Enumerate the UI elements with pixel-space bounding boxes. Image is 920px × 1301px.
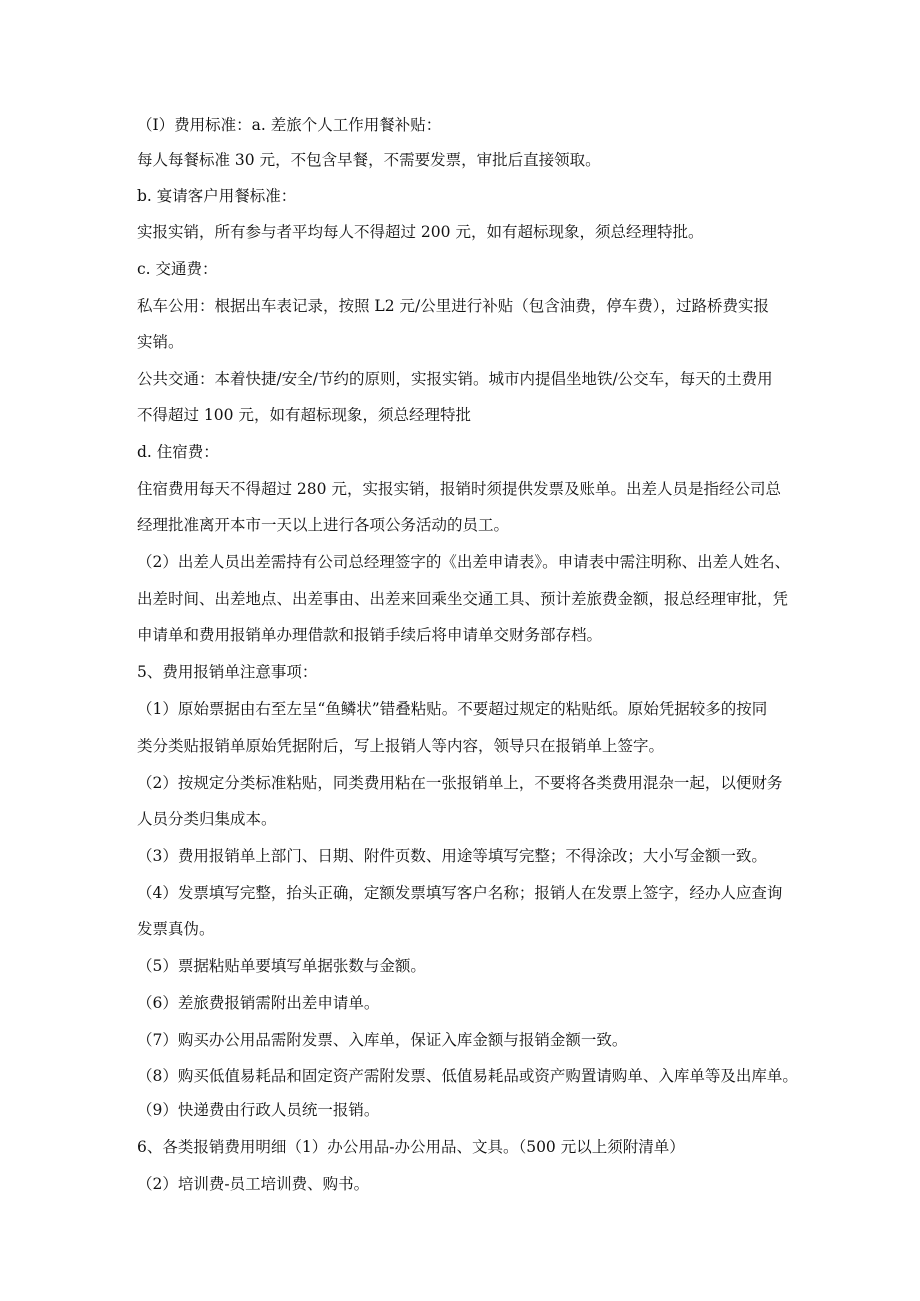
- text-line: c. 交通费：: [137, 260, 218, 278]
- text-line: （9）快递费由行政人员统一报销。: [137, 1101, 380, 1119]
- text-line: （3）费用报销单上部门、日期、附件页数、用途等填写完整；不得涂改；大小写金额一致。: [137, 847, 767, 865]
- text-line: 5、费用报销单注意事项：: [137, 663, 318, 681]
- text-line: （8）购买低值易耗品和固定资产需附发票、低值易耗品或资产购置请购单、入库单等及出库单。: [137, 1067, 798, 1085]
- text-line: d. 住宿费：: [137, 443, 219, 461]
- text-line: （5）票据粘贴单要填写单据张数与金额。: [137, 957, 426, 975]
- text-line: 实报实销，所有参与者平均每人不得超过 200 元，如有超标现象，须总经理特批。: [137, 223, 704, 241]
- text-line: 申请单和费用报销单办理借款和报销手续后将申请单交财务部存档。: [137, 626, 603, 644]
- text-line: 实销。: [137, 333, 184, 351]
- text-line: （2）出差人员出差需持有公司总经理签字的《出差申请表》。申请表中需注明称、出差人姓名、: [137, 553, 791, 571]
- text-line: 出差时间、出差地点、出差事由、出差来回乘坐交通工具、预计差旅费金额，报总经理审批，凭: [137, 590, 789, 608]
- text-line: 类分类贴报销单原始凭据附后，写上报销人等内容，领导只在报销单上签字。: [137, 737, 665, 755]
- text-line: 每人每餐标准 30 元，不包含早餐，不需要发票，审批后直接领取。: [137, 151, 601, 169]
- text-line: 人员分类归集成本。: [137, 810, 277, 828]
- text-line: （4）发票填写完整，抬头正确，定额发票填写客户名称；报销人在发票上签字，经办人应查询: [137, 884, 783, 902]
- text-line: （7）购买办公用品需附发票、入库单，保证入库金额与报销金额一致。: [137, 1031, 628, 1049]
- text-line: （1）原始票据由右至左呈“鱼鳞状”错叠粘贴。不要超过规定的粘贴纸。原始凭据较多的按同: [137, 700, 768, 718]
- text-line: 公共交通：本着快捷/安全/节约的原则，实报实销。城市内提倡坐地铁/公交车，每天的土费用: [137, 370, 773, 388]
- text-line: 住宿费用每天不得超过 280 元，实报实销，报销时须提供发票及账单。出差人员是指经公司总: [137, 480, 781, 498]
- text-line: b. 宴请客户用餐标准：: [137, 187, 297, 205]
- text-line: 私车公用：根据出车表记录，按照 L2 元/公里进行补贴（包含油费，停车费），过路桥费实报: [137, 297, 769, 315]
- text-line: （6）差旅费报销需附出差申请单。: [137, 994, 380, 1012]
- text-line: 发票真伪。: [137, 920, 215, 938]
- text-line: （2）按规定分类标准粘贴，同类费用粘在一张报销单上，不要将各类费用混杂一起，以便财务: [137, 774, 783, 792]
- text-line: （2）培训费-员工培训费、购书。: [137, 1175, 370, 1193]
- text-line: （I）费用标准：a. 差旅个人工作用餐补贴：: [137, 116, 442, 134]
- text-line: 不得超过 100 元，如有超标现象，须总经理特批: [137, 406, 471, 424]
- text-line: 6、各类报销费用明细（1）办公用品-办公用品、文具。（500 元以上须附清单）: [137, 1138, 685, 1156]
- text-line: 经理批准离开本市一天以上进行各项公务活动的员工。: [137, 516, 510, 534]
